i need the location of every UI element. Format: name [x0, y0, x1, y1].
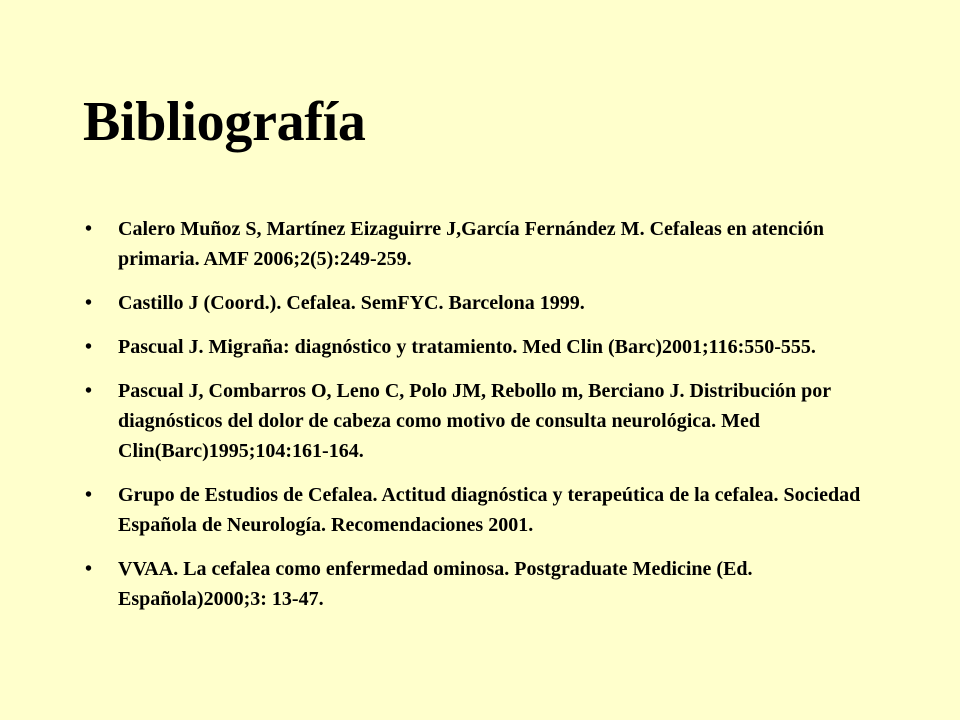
list-item	[80, 288, 880, 318]
reference-text: Calero Muñoz S, Martínez Eizaguirre J,García Fernández M. Cefaleas en atención primaria. AMF 2006;2(5):249-259.	[118, 218, 824, 270]
slide-title: Bibliografía	[83, 91, 366, 153]
list-item	[80, 214, 880, 274]
reference-text: VVAA. La cefalea como enfermedad ominosa. Postgraduate Medicine (Ed. Española)2000;3: 13-47.	[118, 558, 753, 610]
bullet-icon: •	[85, 336, 93, 358]
bullet-icon: •	[85, 558, 93, 580]
bibliography-list	[80, 214, 880, 628]
reference-text: Grupo de Estudios de Cefalea. Actitud diagnóstica y terapeútica de la cefalea. Sociedad Española de Neurología. Recomendaciones 2001.	[118, 484, 861, 536]
list-item	[80, 480, 880, 540]
reference-text: Pascual J, Combarros O, Leno C, Polo JM, Rebollo m, Berciano J. Distribución por diagnósticos del dolor de cabeza como motivo de consulta neurológica. Med Clin(Barc)1995;104:161-164.	[118, 380, 831, 462]
reference-text: Castillo J (Coord.). Cefalea. SemFYC. Barcelona 1999.	[118, 292, 585, 314]
list-item	[80, 376, 880, 466]
list-item	[80, 554, 880, 614]
reference-text: Pascual J. Migraña: diagnóstico y tratamiento. Med Clin (Barc)2001;116:550-555.	[118, 336, 816, 358]
bullet-icon: •	[85, 380, 93, 402]
list-item	[80, 332, 880, 362]
bullet-icon: •	[85, 292, 93, 314]
bullet-icon: •	[85, 218, 93, 240]
bullet-icon: •	[85, 484, 93, 506]
